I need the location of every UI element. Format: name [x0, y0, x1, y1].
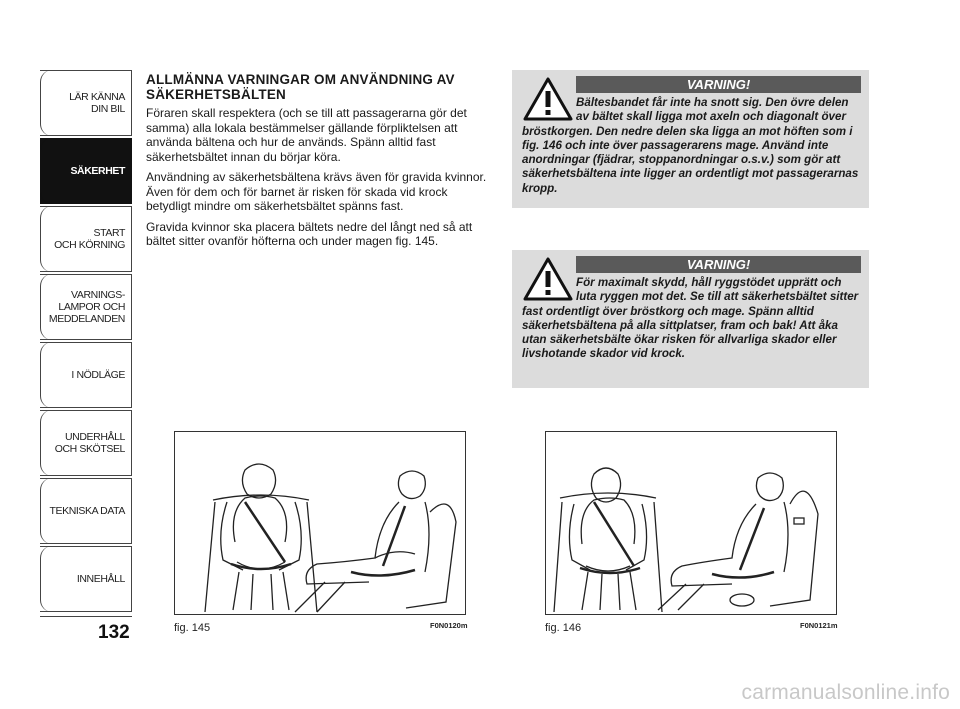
page-number-rule	[40, 616, 132, 617]
sidebar-tab-label: UNDERHÅLL OCH SKÖTSEL	[54, 431, 125, 455]
section-heading: ALLMÄNNA VARNINGAR OM ANVÄNDNING AV SÄKERHETSBÄLTEN	[146, 72, 455, 102]
sidebar-tab-label: TEKNISKA DATA	[49, 505, 125, 517]
sidebar-tab-varningslampor[interactable]	[40, 274, 132, 340]
seatbelt-correct-illustration	[546, 432, 836, 614]
sidebar-tab-underhall[interactable]	[40, 410, 132, 476]
seatbelt-pregnant-illustration	[175, 432, 465, 614]
warning-text-wrap	[522, 96, 859, 196]
paragraph: Användning av säkerhetsbältena krävs även för gravida kvinnor. Även för dem och för barnet är risken för skada vid krock betydligt mindre om säkerhetsbältet spänns fast.	[146, 170, 487, 213]
sidebar-tab-innehall[interactable]	[40, 546, 132, 612]
warning-text-wrap	[522, 276, 859, 362]
sidebar-tab-i-nodlage[interactable]	[40, 342, 132, 408]
figure-caption: fig. 145	[174, 622, 211, 634]
main-text-column	[146, 72, 490, 255]
paragraph: Föraren skall respektera (och se till att passagerarna gör det samma) alla lokala bestämmelser gällande förpliktelsen att använda bältena och hur de används. Spänn alltid fast säkerhetsbältet innan du börjar köra.	[146, 106, 467, 164]
figure-146-illustration	[545, 431, 837, 615]
warning-title: VARNING!	[576, 76, 861, 93]
watermark-text: carmanualsonline.info	[741, 681, 950, 704]
figure-code: F0N0121m	[800, 621, 838, 630]
sidebar-tab-lar-kanna-din-bil[interactable]	[40, 70, 132, 136]
warning-box	[512, 70, 869, 208]
sidebar-tab-sakerhet[interactable]	[40, 138, 132, 204]
sidebar-tab-label: START OCH KÖRNING	[54, 227, 125, 251]
sidebar-tab-label: VARNINGS- LAMPOR OCH MEDDELANDEN	[48, 289, 125, 325]
sidebar-tab-tekniska-data[interactable]	[40, 478, 132, 544]
warning-title: VARNING!	[576, 256, 861, 273]
sidebar-tab-label: SÄKERHET	[70, 165, 125, 177]
sidebar-tab-label: LÄR KÄNNA DIN BIL	[69, 91, 125, 115]
figure-code: F0N0120m	[430, 621, 468, 630]
sidebar-tab-start-och-korning[interactable]	[40, 206, 132, 272]
figure-145-illustration	[174, 431, 466, 615]
sidebar-tab-label: INNEHÅLL	[76, 573, 125, 585]
warning-text: Bältesbandet får inte ha snott sig. Den övre delen av bältet skall ligga mot axeln och diagonalt över bröstkorgen. Den nedre delen ska ligga an mot höften som i fig. 146 och inte över passagerarens mage. Använd inte anordningar (fjädrar, stoppanordningar o.s.v.) som gör att säkerhetsbältena inte ligger an ordentligt mot passagerarnas kropp.	[522, 96, 859, 195]
warning-box	[512, 250, 869, 388]
page-number: 132	[98, 622, 130, 643]
figure-caption: fig. 146	[545, 622, 582, 634]
sidebar-tab-label: I NÖDLÄGE	[71, 369, 125, 381]
paragraph: Gravida kvinnor ska placera bältets nedre del långt ned så att bältet sitter ovanför höfterna och under magen fig. 145.	[146, 219, 473, 248]
warning-text: För maximalt skydd, håll ryggstödet upprätt och luta ryggen mot det. Se till att säkerhetsbältet sitter fast ordentligt över bröstkorg och mage. Spänn alltid säkerhetsbältena på alla sittplatser, fram och bak! Att åka utan säkerhetsbälte ökar risken för allvarliga skador eller livshotande skador vid krock.	[522, 276, 859, 361]
